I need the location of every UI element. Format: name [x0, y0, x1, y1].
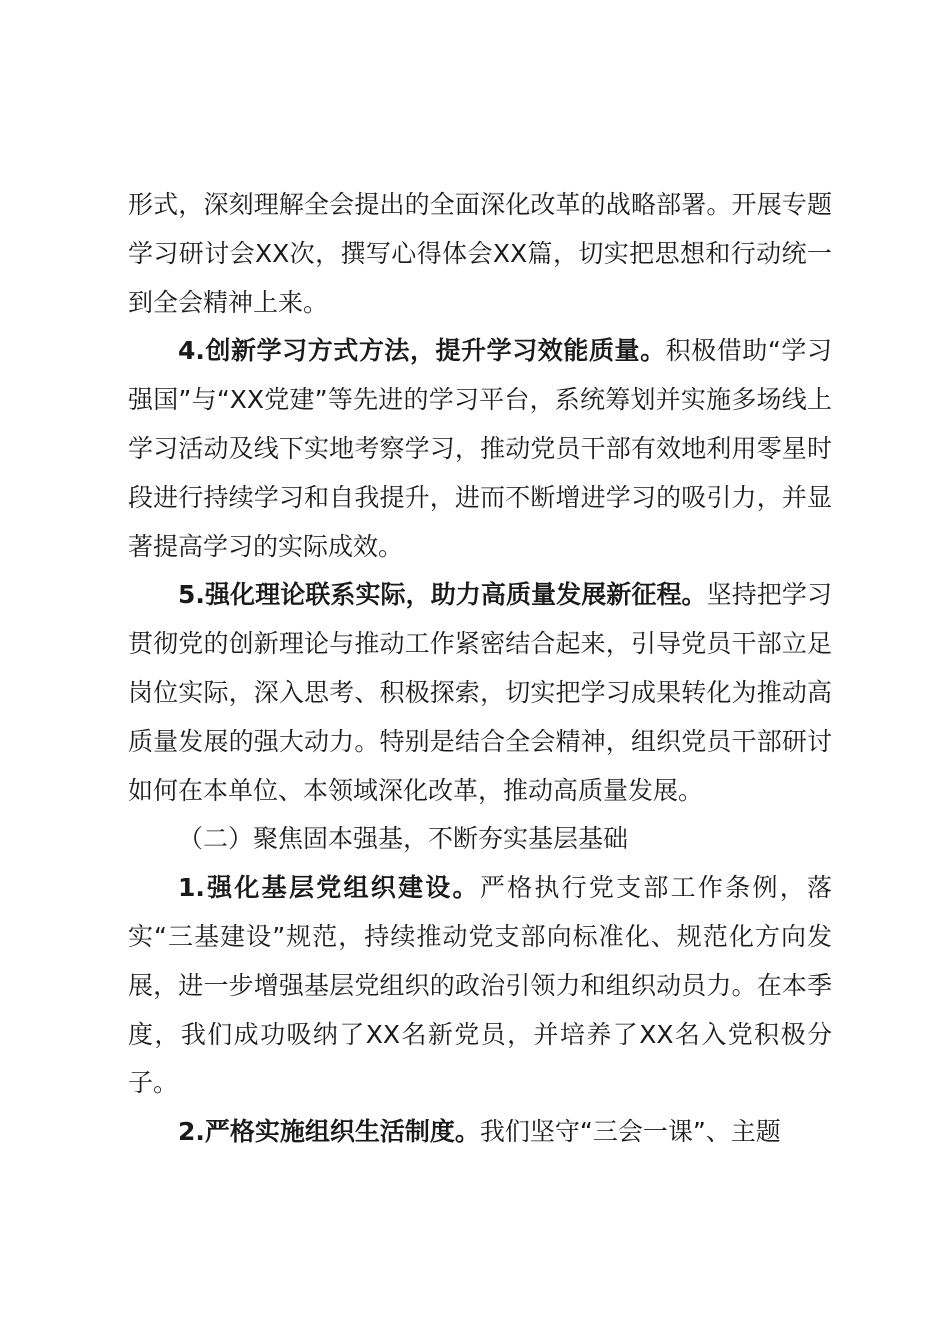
- paragraph-text: 形式，深刻理解全会提出的全面深化改革的战略部署。开展专题学习研讨会XX次，撰写心得体会XX篇，切实把思想和行动统一到全会精神上来。: [128, 190, 832, 317]
- paragraph-item-5: [128, 571, 832, 815]
- section-heading-text: （二）聚焦固本强基，不断夯实基层基础: [178, 824, 629, 854]
- paragraph-text: 我们坚守“三会一课”、主题: [479, 1117, 781, 1147]
- paragraph-lead: 1.强化基层党组织建设。: [178, 873, 480, 903]
- document-page: [128, 181, 832, 1157]
- paragraph-item-2: [128, 1108, 832, 1157]
- paragraph-lead: 2.严格实施组织生活制度。: [178, 1117, 480, 1147]
- paragraph-text: 积极借助“学习强国”与“XX党建”等先进的学习平台，系统筹划并实施多场线上学习活动及线下实地考察学习，推动党员干部有效地利用零星时段进行持续学习和自我提升，进而不断增进学习的吸引力，并显著提高学习的实际成效。: [128, 336, 832, 561]
- paragraph-lead: 4.创新学习方式方法，提升学习效能质量。: [178, 336, 666, 366]
- paragraph-lead: 5.强化理论联系实际，助力高质量发展新征程。: [178, 580, 707, 610]
- paragraph-continuation: [128, 181, 832, 327]
- paragraph-item-4: [128, 327, 832, 571]
- paragraph-text: 坚持把学习贯彻党的创新理论与推动工作紧密结合起来，引导党员干部立足岗位实际，深入思考、积极探索，切实把学习成果转化为推动高质量发展的强大动力。特别是结合全会精神，组织党员干部研讨如何在本单位、本领域深化改革，推动高质量发展。: [128, 580, 832, 805]
- paragraph-item-1: [128, 864, 832, 1108]
- paragraph-text: 严格执行党支部工作条例，落实“三基建设”规范，持续推动党支部向标准化、规范化方向发展，进一步增强基层党组织的政治引领力和组织动员力。在本季度，我们成功吸纳了XX名新党员，并培养了XX名入党积极分子。: [128, 873, 832, 1098]
- section-heading: [128, 815, 832, 864]
